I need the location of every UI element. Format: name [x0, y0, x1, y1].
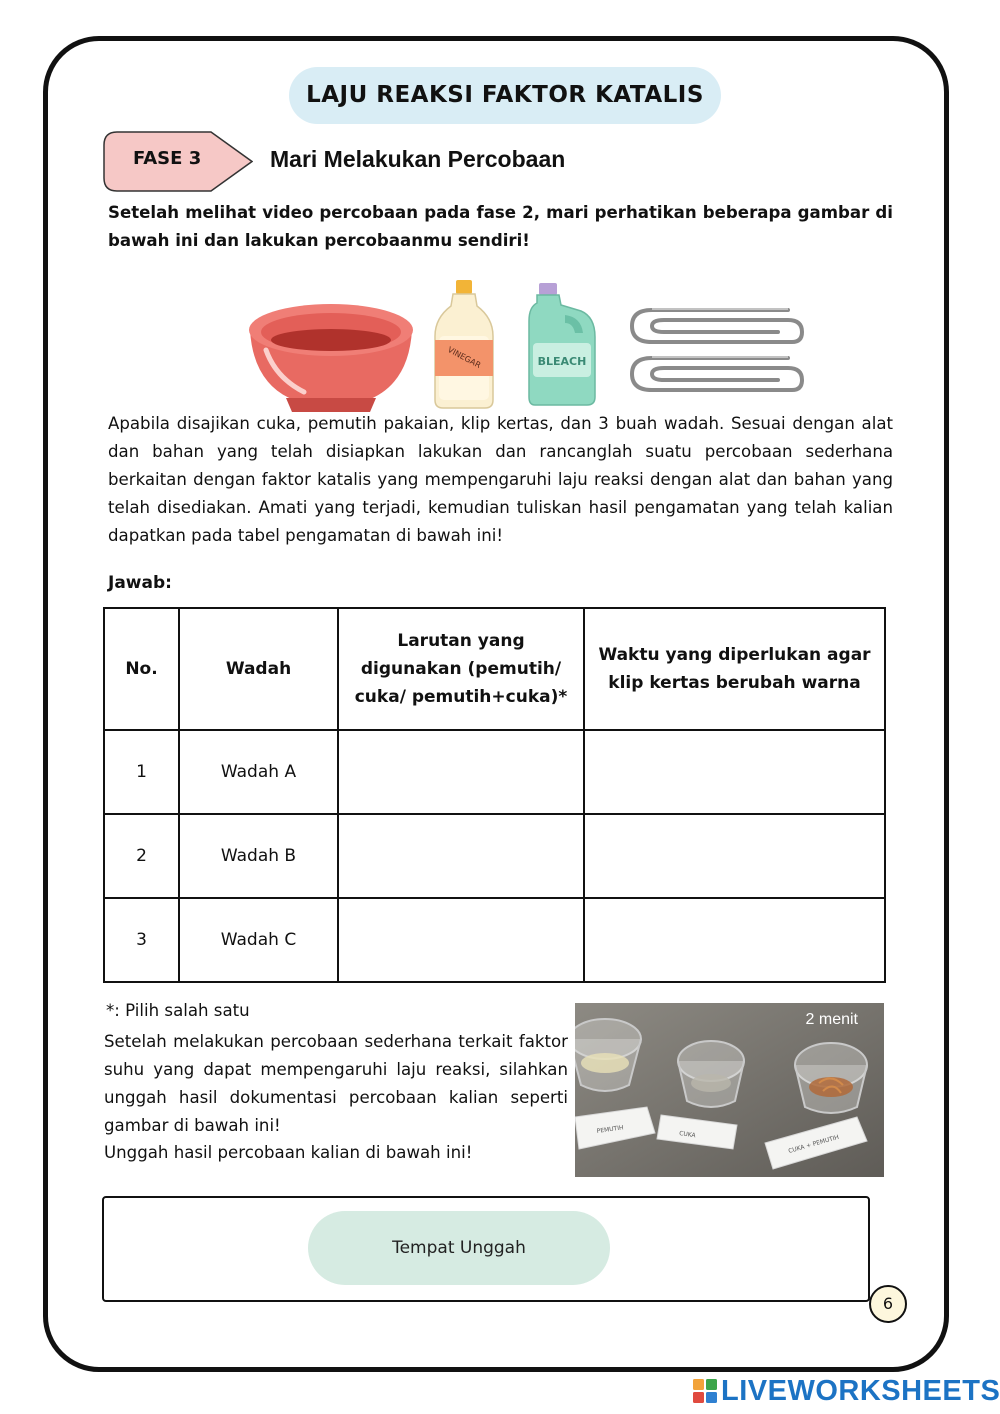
cell-larutan-input[interactable] — [338, 898, 584, 982]
cell-no: 1 — [104, 730, 179, 814]
table-row — [104, 898, 885, 982]
brand-logo — [693, 1375, 1000, 1407]
cell-wadah: Wadah B — [179, 814, 338, 898]
photo-scene — [575, 1003, 884, 1177]
vinegar-bottle-illustration — [433, 278, 495, 410]
cell-no: 3 — [104, 898, 179, 982]
cell-wadah: Wadah A — [179, 730, 338, 814]
photo-time-label: 2 menit — [805, 1011, 858, 1028]
cell-larutan-input[interactable] — [338, 730, 584, 814]
bowl-illustration — [246, 298, 416, 414]
cell-waktu-input[interactable] — [584, 814, 885, 898]
intro-text: Setelah melihat video percobaan pada fase 2, mari perhatikan beberapa gambar di bawah ini dan lakukan percobaanmu sendiri! — [108, 203, 893, 250]
footnote: *: Pilih salah satu — [106, 1001, 250, 1020]
photo-card-label: PEMUTIH — [596, 1124, 624, 1135]
photo-card-label: CUKA + PEMUTIH — [787, 1133, 840, 1155]
instructions-text: Apabila disajikan cuka, pemutih pakaian, klip kertas, dan 3 buah wadah. Sesuai dengan alat dan bahan yang telah disiapkan lakukan dan rancanglah suatu percobaan sederhana berkaitan dengan faktor katalis yang mempengaruhi laju reaksi dengan alat dan bahan yang telah disediakan. Amati yang terjadi, kemudian tuliskan hasil pengamatan yang telah kalian dapatkan pada tabel pengamatan di bawah ini! — [108, 414, 893, 545]
cell-wadah: Wadah C — [179, 898, 338, 982]
brand-name: LIVEWORKSHEETS — [721, 1374, 1000, 1407]
header-larutan: Larutan yang digunakan (pemutih/ cuka/ pemutih+cuka)* — [338, 608, 584, 730]
cell-larutan-input[interactable] — [338, 814, 584, 898]
cell-waktu-input[interactable] — [584, 730, 885, 814]
cell-no: 2 — [104, 814, 179, 898]
bleach-bottle-illustration — [527, 281, 597, 407]
answer-label: Jawab: — [108, 573, 172, 593]
header-wadah: Wadah — [179, 608, 338, 730]
observation-table — [103, 607, 886, 983]
vinegar-label: VINEGAR — [446, 345, 483, 371]
cell-waktu-input[interactable] — [584, 898, 885, 982]
table-header-row — [104, 608, 885, 730]
upload-prompt: Unggah hasil percobaan kalian di bawah ini! — [104, 1143, 473, 1162]
table-row — [104, 814, 885, 898]
upload-instructions-text: Setelah melakukan percobaan sederhana terkait faktor suhu yang dapat mempengaruhi laju reaksi, silahkan unggah hasil dokumentasi percobaan kalian seperti gambar di bawah ini! — [104, 1032, 568, 1135]
example-photo — [575, 1003, 884, 1177]
header-no: No. — [104, 608, 179, 730]
liveworksheets-logo-icon — [693, 1379, 717, 1403]
table-row — [104, 730, 885, 814]
upload-button[interactable]: Tempat Unggah — [308, 1211, 610, 1285]
photo-card-label: CUKA — [678, 1130, 697, 1140]
bleach-label: BLEACH — [537, 355, 587, 368]
phase-label: FASE 3 — [133, 148, 202, 169]
phase-title: Mari Melakukan Percobaan — [270, 146, 566, 172]
page-number: 6 — [869, 1285, 907, 1323]
header-waktu: Waktu yang diperlukan agar klip kertas berubah warna — [584, 608, 885, 730]
paper-clips-illustration — [628, 306, 806, 398]
page-title: LAJU REAKSI FAKTOR KATALIS — [289, 67, 721, 124]
